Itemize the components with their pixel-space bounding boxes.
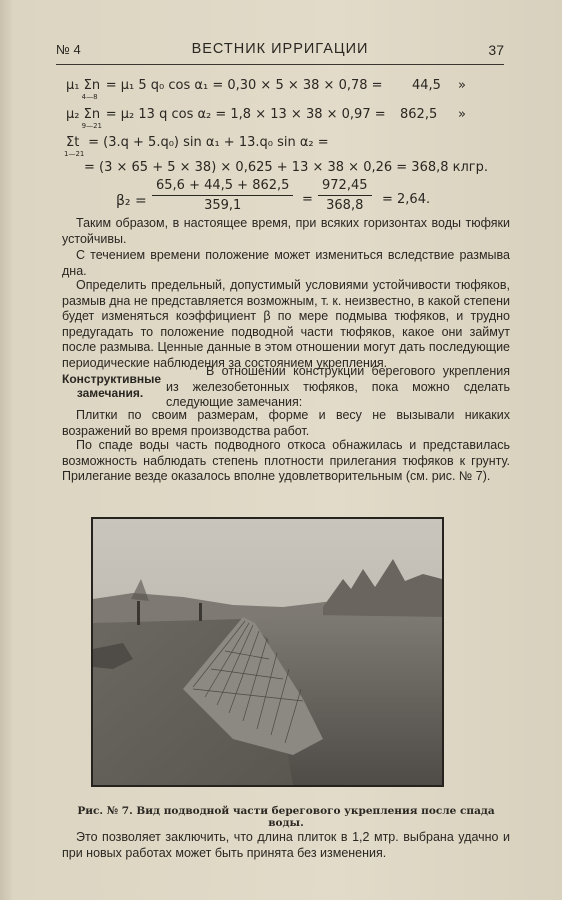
formula-body: = (3.q + 5.q₀) sin α₁ + 13.q₀ sin α₂ = — [88, 135, 329, 150]
equals-sign: = — [302, 192, 313, 207]
sum-symbol: Σn 9—21 — [81, 107, 102, 130]
sum-range: 4—8 — [81, 93, 98, 101]
ditto-mark: » — [458, 107, 466, 122]
formula-line-4 — [84, 160, 488, 175]
formula-body: = μ₁ 5 q₀ cos α₁ = 0,30 × 5 × 38 × 0,78 = — [105, 78, 383, 93]
journal-title: ВЕСТНИК ИРРИГАЦИИ — [191, 41, 369, 57]
fraction-1 — [152, 178, 293, 213]
river-bank-photo — [91, 517, 444, 787]
issue-number: № 4 — [56, 42, 81, 57]
sum-symbol: Σt 1—21 — [64, 135, 85, 158]
sum-range: 1—21 — [64, 150, 85, 158]
fraction-numerator: 972,45 — [318, 178, 372, 196]
formula-value: 44,5 — [412, 78, 441, 93]
page-number: 37 — [488, 42, 504, 58]
formula-lead: μ₂ — [66, 107, 80, 122]
photo-illustration — [93, 519, 442, 785]
fraction-numerator: 65,6 + 44,5 + 862,5 — [152, 178, 293, 196]
fraction-denominator: 359,1 — [204, 198, 242, 213]
paragraph-5: Плитки по своим размерам, форме и весу не вызывали никаких возражений во время производства работ. — [62, 408, 510, 438]
fraction-2 — [318, 178, 372, 213]
paragraph-1: Таким образом, в настоящее время, при всяких горизонтах воды тюфяки устойчивы. — [62, 216, 510, 246]
formula-block — [66, 74, 506, 214]
formula-body: = μ₂ 13 q cos α₂ = 1,8 × 13 × 38 × 0,97 = — [105, 107, 386, 122]
formula-line-3 — [64, 135, 329, 158]
formula-line-2 — [66, 107, 466, 130]
formula-value: 862,5 — [400, 107, 438, 122]
beta-lhs: β₂ = — [116, 193, 147, 209]
sum-symbol: Σn 4—8 — [81, 78, 101, 101]
running-header — [56, 40, 504, 65]
ditto-mark: » — [458, 78, 466, 93]
paragraph-7: Это позволяет заключить, что длина плиток в 1,2 мтр. выбрана удачно и при новых работах может быть принята без изменения. — [62, 830, 510, 860]
paragraph-3: Определить предельный, допустимый условиями устойчивости тюфяков, размыв дна не представляется возможным, т. к. неизвестно, в какой степени будет изменяться коэффициент β по мере подмыва тюфяков, и трудно предугадать то положение подводной части тюфяков, какое они займут после размыва. Ценные данные в этом отношении могут дать последующие периодические наблюдения за состоянием укрепления. — [62, 278, 510, 370]
formula-line-1 — [66, 78, 466, 101]
formula-lead: μ₁ — [66, 78, 80, 93]
paragraph-4: В отношении конструкции берегового укрепления из железобетонных тюфяков, пока можно сделать следующие замечания: — [166, 364, 510, 410]
beta-result: = 2,64. — [382, 192, 431, 207]
figure-caption: Рис. № 7. Вид подводной части берегового укрепления после спада воды. — [77, 805, 495, 829]
fraction-denominator: 368,8 — [326, 198, 364, 213]
formula-body: = (3 × 65 + 5 × 38) × 0,625 + 13 × 38 × 0,26 = 368,8 клгр. — [84, 160, 489, 175]
sum-range: 9—21 — [81, 122, 102, 130]
paragraph-6: По спаде воды часть подводного откоса обнажилась и представилась возможность наблюдать степень плотности прилегания тюфяков к грунту. Прилегание везде оказалось вполне удовлетворительным (см. рис. № 7). — [62, 438, 510, 484]
paragraph-2: С течением времени положение может измениться вследствие размыва дна. — [62, 248, 510, 278]
side-heading: Конструктивные замечания. — [62, 372, 162, 400]
